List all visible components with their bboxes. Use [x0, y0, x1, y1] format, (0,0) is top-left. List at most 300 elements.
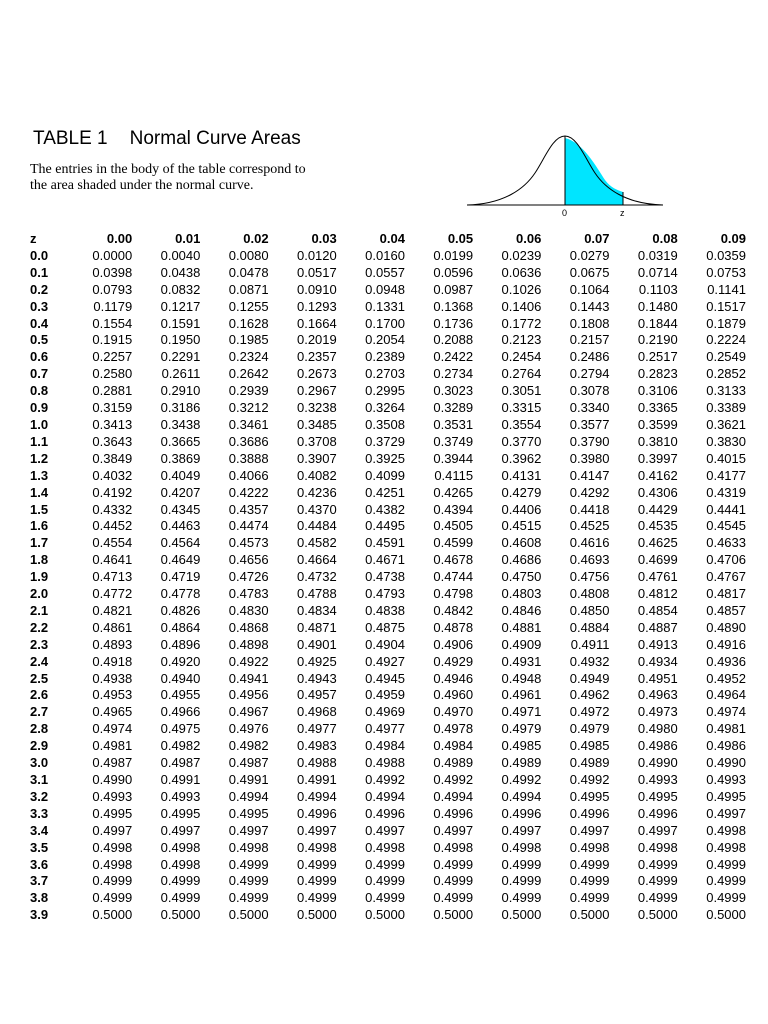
table-cell: 0.3413: [92, 416, 133, 432]
row-z-value: 0.2: [30, 281, 49, 297]
table-cell: 0.4966: [160, 704, 201, 720]
table-cell: 0.4726: [228, 569, 269, 585]
row-z-value: 1.8: [30, 552, 49, 568]
table-cell: 0.4162: [637, 467, 678, 483]
table-cell: 0.4998: [637, 839, 678, 855]
row-z-value: 3.1: [30, 772, 49, 787]
table-cell: 0.3770: [501, 433, 542, 449]
table-row: [30, 265, 746, 282]
table-cell: 0.4981: [706, 721, 746, 737]
column-header: 0.05: [447, 231, 474, 246]
table-cell: 0.4803: [501, 586, 542, 602]
page-title: [33, 128, 301, 150]
table-cell: 0.4370: [296, 501, 337, 517]
table-cell: 0.1103: [638, 281, 678, 297]
table-cell: 0.2190: [637, 332, 678, 348]
table-cell: 0.4750: [501, 569, 542, 585]
column-header: 0.06: [516, 231, 542, 246]
table-cell: 0.4969: [365, 704, 405, 720]
table-row: [30, 383, 746, 400]
row-z-value: 2.8: [30, 721, 49, 737]
table-cell: 0.2454: [501, 349, 542, 365]
table-cell: 0.4564: [160, 535, 201, 551]
table-cell: 0.3888: [228, 450, 269, 466]
table-cell: 0.4838: [365, 602, 405, 618]
table-row: [30, 704, 746, 721]
table-cell: 0.3830: [706, 433, 746, 449]
table-cell: 0.0636: [501, 264, 542, 280]
table-row: [30, 907, 746, 924]
table-cell: 0.4998: [92, 839, 133, 855]
table-cell: 0.4995: [637, 788, 678, 804]
row-z-value: 0.9: [30, 400, 49, 416]
row-z-value: 0.1: [30, 264, 49, 280]
table-cell: 0.4999: [433, 873, 474, 889]
table-cell: 0.4573: [228, 535, 269, 551]
row-z-value: 2.3: [30, 636, 49, 652]
table-cell: 0.4484: [296, 518, 337, 534]
table-cell: 0.4992: [433, 772, 474, 787]
table-row: [30, 248, 746, 265]
table-cell: 0.4664: [296, 552, 337, 568]
table-cell: 0.1591: [160, 315, 201, 331]
table-cell: 0.4793: [365, 586, 405, 602]
table-cell: 0.3133: [706, 383, 746, 399]
column-header: 0.09: [720, 231, 746, 246]
table-cell: 0.4812: [637, 586, 678, 602]
table-cell: 0.4993: [92, 788, 133, 804]
table-cell: 0.4997: [637, 822, 678, 838]
table-cell: 0.5000: [501, 907, 542, 923]
table-cell: 0.4999: [569, 856, 610, 872]
table-cell: 0.0160: [365, 247, 405, 263]
table-cell: 0.4834: [296, 602, 337, 618]
table-cell: 0.4996: [365, 805, 405, 821]
table-cell: 0.0517: [296, 264, 337, 280]
table-cell: 0.3023: [433, 383, 474, 399]
table-cell: 0.4998: [160, 856, 201, 872]
column-header-z: z: [30, 231, 37, 246]
table-row: [30, 502, 746, 519]
table-cell: 0.4591: [365, 535, 405, 551]
table-cell: 0.4997: [160, 822, 201, 838]
table-cell: 0.4986: [637, 738, 678, 754]
table-cell: 0.4949: [569, 670, 610, 686]
table-cell: 0.4826: [160, 602, 201, 618]
table-cell: 0.4306: [637, 484, 678, 500]
table-row: [30, 620, 746, 637]
table-cell: 0.0239: [501, 247, 542, 263]
table-label: TABLE 1: [33, 128, 108, 149]
table-cell: 0.4999: [637, 890, 678, 906]
table-cell: 0.4996: [637, 805, 678, 821]
table-cell: 0.4998: [160, 839, 201, 855]
table-cell: 0.4608: [501, 535, 542, 551]
table-cell: 0.4875: [365, 619, 405, 635]
table-cell: 0.4996: [296, 805, 337, 821]
row-z-value: 2.1: [30, 602, 49, 618]
table-cell: 0.4956: [228, 687, 269, 703]
table-cell: 0.0871: [228, 281, 269, 297]
table-cell: 0.5000: [296, 907, 337, 923]
table-cell: 0.4649: [160, 552, 201, 568]
table-cell: 0.4082: [296, 467, 337, 483]
table-cell: 0.4997: [296, 822, 337, 838]
table-cell: 0.4871: [296, 619, 337, 635]
table-cell: 0.5000: [228, 907, 269, 923]
table-cell: 0.4964: [706, 687, 746, 703]
table-cell: 0.4177: [706, 467, 746, 483]
table-cell: 0.4265: [433, 484, 474, 500]
table-cell: 0.4998: [706, 839, 746, 855]
table-cell: 0.4406: [501, 501, 542, 517]
table-cell: 0.4975: [160, 721, 201, 737]
table-cell: 0.4292: [569, 484, 610, 500]
table-cell: 0.4988: [296, 755, 337, 771]
row-z-value: 1.4: [30, 484, 49, 500]
table-cell: 0.4893: [92, 636, 133, 652]
row-z-value: 3.7: [30, 873, 49, 889]
table-cell: 0.3997: [637, 450, 678, 466]
table-cell: 0.5000: [160, 907, 201, 923]
table-cell: 0.4993: [160, 788, 201, 804]
table-cell: 0.4998: [92, 856, 133, 872]
table-cell: 0.4998: [228, 839, 269, 855]
table-cell: 0.2088: [433, 332, 474, 348]
table-cell: 0.4997: [365, 822, 405, 838]
table-cell: 0.5000: [433, 907, 474, 923]
table-cell: 0.4049: [160, 467, 201, 483]
table-row: [30, 586, 746, 603]
table-cell: 0.4938: [92, 670, 133, 686]
table-cell: 0.4505: [433, 518, 474, 534]
table-row: [30, 654, 746, 671]
table-cell: 0.3365: [637, 400, 678, 416]
table-cell: 0.0910: [296, 281, 337, 297]
table-cell: 0.4732: [296, 569, 337, 585]
table-row: [30, 806, 746, 823]
table-cell: 0.4997: [228, 822, 269, 838]
table-cell: 0.4115: [434, 467, 474, 483]
table-body: [30, 248, 746, 924]
table-cell: 0.4999: [160, 890, 201, 906]
column-header: 0.00: [106, 231, 133, 246]
table-cell: 0.4798: [433, 586, 474, 602]
table-cell: 0.4821: [92, 602, 133, 618]
column-header: 0.03: [311, 231, 337, 246]
table-cell: 0.3643: [92, 433, 133, 449]
table-cell: 0.3106: [637, 383, 678, 399]
table-cell: 0.4554: [92, 535, 133, 551]
table-cell: 0.4999: [501, 873, 542, 889]
table-row: [30, 857, 746, 874]
row-z-value: 0.0: [30, 247, 49, 263]
table-cell: 0.4946: [433, 670, 474, 686]
table-cell: 0.4887: [637, 619, 678, 635]
table-cell: 0.4999: [569, 890, 610, 906]
row-z-value: 1.9: [30, 569, 49, 585]
table-cell: 0.4641: [92, 552, 133, 568]
table-cell: 0.2995: [365, 383, 405, 399]
table-cell: 0.4394: [433, 501, 474, 517]
table-cell: 0.4319: [706, 484, 746, 500]
table-cell: 0.1141: [707, 281, 746, 297]
table-cell: 0.0199: [433, 247, 474, 263]
table-cell: 0.4032: [92, 467, 133, 483]
table-cell: 0.4429: [637, 501, 678, 517]
table-cell: 0.3159: [92, 400, 133, 416]
table-cell: 0.3554: [501, 416, 542, 432]
table-cell: 0.1064: [569, 281, 610, 297]
table-cell: 0.4999: [637, 873, 678, 889]
table-cell: 0.4994: [433, 788, 474, 804]
table-cell: 0.1368: [433, 298, 474, 314]
table-cell: 0.4418: [569, 501, 610, 517]
table-cell: 0.2549: [706, 349, 746, 365]
table-cell: 0.4932: [569, 653, 610, 669]
table-cell: 0.4985: [501, 738, 542, 754]
table-cell: 0.4693: [569, 552, 610, 568]
table-cell: 0.5000: [92, 907, 133, 923]
table-row: [30, 671, 746, 688]
table-cell: 0.4970: [433, 704, 474, 720]
table-cell: 0.4960: [433, 687, 474, 703]
table-cell: 0.1879: [706, 315, 746, 331]
table-cell: 0.4943: [296, 670, 337, 686]
table-cell: 0.4978: [433, 721, 474, 737]
table-cell: 0.0596: [433, 264, 474, 280]
table-cell: 0.2794: [569, 366, 610, 382]
table-cell: 0.4994: [296, 788, 337, 804]
table-cell: 0.4999: [160, 873, 201, 889]
table-cell: 0.4878: [433, 619, 474, 635]
row-z-value: 1.6: [30, 518, 49, 534]
table-cell: 0.4918: [92, 653, 133, 669]
table-cell: 0.4991: [228, 772, 269, 787]
table-cell: 0.2910: [160, 383, 201, 399]
table-cell: 0.2703: [365, 366, 405, 382]
table-cell: 0.4985: [569, 738, 610, 754]
table-cell: 0.4999: [296, 890, 337, 906]
table-cell: 0.2422: [433, 349, 474, 365]
table-cell: 0.1517: [706, 298, 746, 314]
table-row: [30, 755, 746, 772]
table-row: [30, 738, 746, 755]
table-cell: 0.2764: [501, 366, 542, 382]
table-cell: 0.4953: [92, 687, 133, 703]
table-cell: 0.4999: [365, 856, 405, 872]
table-cell: 0.4099: [365, 467, 405, 483]
table-cell: 0.0279: [569, 247, 610, 263]
table-cell: 0.4995: [569, 788, 610, 804]
table-row: [30, 789, 746, 806]
table-cell: 0.0557: [365, 264, 405, 280]
table-cell: 0.4850: [569, 602, 610, 618]
table-cell: 0.4761: [637, 569, 678, 585]
table-row: [30, 349, 746, 366]
table-row: [30, 417, 746, 434]
table-cell: 0.3686: [228, 433, 269, 449]
table-cell: 0.4998: [365, 839, 405, 855]
row-z-value: 0.5: [30, 332, 49, 348]
table-cell: 0.4890: [706, 619, 746, 635]
table-cell: 0.4965: [92, 704, 133, 720]
table-cell: 0.2734: [433, 366, 474, 382]
table-cell: 0.2357: [296, 349, 337, 365]
table-cell: 0.4744: [433, 569, 474, 585]
table-row: [30, 316, 746, 333]
table-cell: 0.0948: [365, 281, 405, 297]
normal-curve-figure: [455, 128, 675, 220]
row-z-value: 3.8: [30, 890, 49, 906]
table-row: [30, 603, 746, 620]
table-cell: 0.4995: [706, 788, 746, 804]
column-header: 0.02: [243, 231, 269, 246]
table-cell: 0.4861: [92, 619, 133, 635]
table-cell: 0.2611: [161, 366, 201, 382]
table-cell: 0.2642: [228, 366, 269, 382]
table-cell: 0.4678: [433, 552, 474, 568]
table-cell: 0.3508: [365, 416, 405, 432]
table-cell: 0.4999: [365, 890, 405, 906]
table-cell: 0.4452: [92, 518, 133, 534]
table-cell: 0.4999: [501, 856, 542, 872]
table-cell: 0.2054: [365, 332, 405, 348]
table-cell: 0.4854: [637, 602, 678, 618]
row-z-value: 1.0: [30, 416, 49, 432]
table-cell: 0.4973: [637, 704, 678, 720]
table-cell: 0.4992: [365, 772, 405, 787]
table-cell: 0.4989: [433, 755, 474, 771]
table-cell: 0.2257: [92, 349, 133, 365]
table-cell: 0.4984: [433, 738, 474, 754]
table-cell: 0.4936: [706, 653, 746, 669]
description-line-1: The entries in the body of the table correspond to: [30, 162, 306, 177]
table-cell: 0.2881: [92, 383, 133, 399]
table-row: [30, 890, 746, 907]
table-cell: 0.4463: [160, 518, 201, 534]
table-cell: 0.4713: [92, 569, 133, 585]
row-z-value: 3.4: [30, 822, 49, 838]
table-cell: 0.0040: [160, 247, 201, 263]
table-cell: 0.4857: [706, 602, 746, 618]
table-cell: 0.2852: [706, 366, 746, 382]
table-cell: 0.1915: [92, 332, 133, 348]
table-cell: 0.4982: [160, 738, 201, 754]
row-z-value: 0.8: [30, 383, 49, 399]
table-cell: 0.1700: [365, 315, 405, 331]
table-cell: 0.4940: [160, 670, 201, 686]
table-cell: 0.2967: [296, 383, 337, 399]
table-cell: 0.4778: [160, 586, 201, 602]
table-cell: 0.0714: [637, 264, 678, 280]
table-cell: 0.4999: [228, 873, 269, 889]
row-z-value: 3.2: [30, 788, 49, 804]
table-cell: 0.4916: [706, 636, 746, 652]
table-cell: 0.4995: [92, 805, 133, 821]
table-cell: 0.4961: [501, 687, 542, 703]
table-cell: 0.4515: [501, 518, 542, 534]
table-cell: 0.4980: [637, 721, 678, 737]
table-cell: 0.4994: [501, 788, 542, 804]
row-z-value: 2.2: [30, 619, 49, 635]
table-cell: 0.4999: [501, 890, 542, 906]
table-cell: 0.4995: [228, 805, 269, 821]
table-cell: 0.0438: [160, 264, 201, 280]
table-cell: 0.4783: [228, 586, 269, 602]
table-cell: 0.4971: [501, 704, 542, 720]
table-cell: 0.4909: [501, 636, 542, 652]
table-row: [30, 518, 746, 535]
table-cell: 0.4147: [569, 467, 610, 483]
table-cell: 0.4941: [228, 670, 269, 686]
table-cell: 0.4974: [92, 721, 133, 737]
table-cell: 0.4977: [296, 721, 337, 737]
table-cell: 0.3531: [433, 416, 474, 432]
table-cell: 0.4984: [365, 738, 405, 754]
table-cell: 0.0000: [92, 247, 133, 263]
table-cell: 0.4979: [569, 721, 610, 737]
table-cell: 0.4788: [296, 586, 337, 602]
row-z-value: 0.3: [30, 298, 49, 314]
table-cell: 0.4967: [228, 704, 269, 720]
table-cell: 0.2019: [296, 332, 337, 348]
table-cell: 0.4994: [228, 788, 269, 804]
table-cell: 0.4993: [637, 772, 678, 787]
table-cell: 0.4996: [501, 805, 542, 821]
table-cell: 0.4066: [228, 467, 269, 483]
table-row: [30, 282, 746, 299]
table-cell: 0.4998: [433, 839, 474, 855]
table-cell: 0.1026: [501, 281, 542, 297]
table-cell: 0.4671: [365, 552, 405, 568]
table-cell: 0.4931: [501, 653, 542, 669]
table-cell: 0.4992: [569, 772, 610, 787]
table-cell: 0.4332: [92, 501, 133, 517]
table-cell: 0.3078: [569, 383, 610, 399]
table-cell: 0.4989: [501, 755, 542, 771]
table-cell: 0.4767: [706, 569, 746, 585]
table-cell: 0.1217: [160, 298, 201, 314]
table-cell: 0.0478: [228, 264, 269, 280]
row-z-value: 3.5: [30, 839, 49, 855]
column-header: 0.04: [379, 231, 405, 246]
row-z-value: 2.6: [30, 687, 49, 703]
table-cell: 0.3438: [160, 416, 201, 432]
row-z-value: 3.9: [30, 907, 49, 923]
table-cell: 0.4955: [160, 687, 201, 703]
table-cell: 0.4706: [706, 552, 746, 568]
table-cell: 0.3749: [433, 433, 474, 449]
table-cell: 0.4842: [433, 602, 474, 618]
table-cell: 0.4382: [365, 501, 405, 517]
table-cell: 0.4948: [501, 670, 542, 686]
row-z-value: 0.7: [30, 366, 49, 382]
table-cell: 0.4913: [637, 636, 678, 652]
table-row: [30, 451, 746, 468]
table-cell: 0.4998: [501, 839, 542, 855]
table-cell: 0.4474: [228, 518, 269, 534]
table-cell: 0.4990: [637, 755, 678, 771]
table-cell: 0.4545: [706, 518, 746, 534]
row-z-value: 1.7: [30, 535, 49, 551]
table-cell: 0.0832: [160, 281, 201, 297]
table-cell: 0.3790: [569, 433, 610, 449]
table-cell: 0.4686: [501, 552, 542, 568]
table-cell: 0.4441: [706, 501, 746, 517]
row-z-value: 3.3: [30, 805, 49, 821]
table-cell: 0.1480: [637, 298, 678, 314]
